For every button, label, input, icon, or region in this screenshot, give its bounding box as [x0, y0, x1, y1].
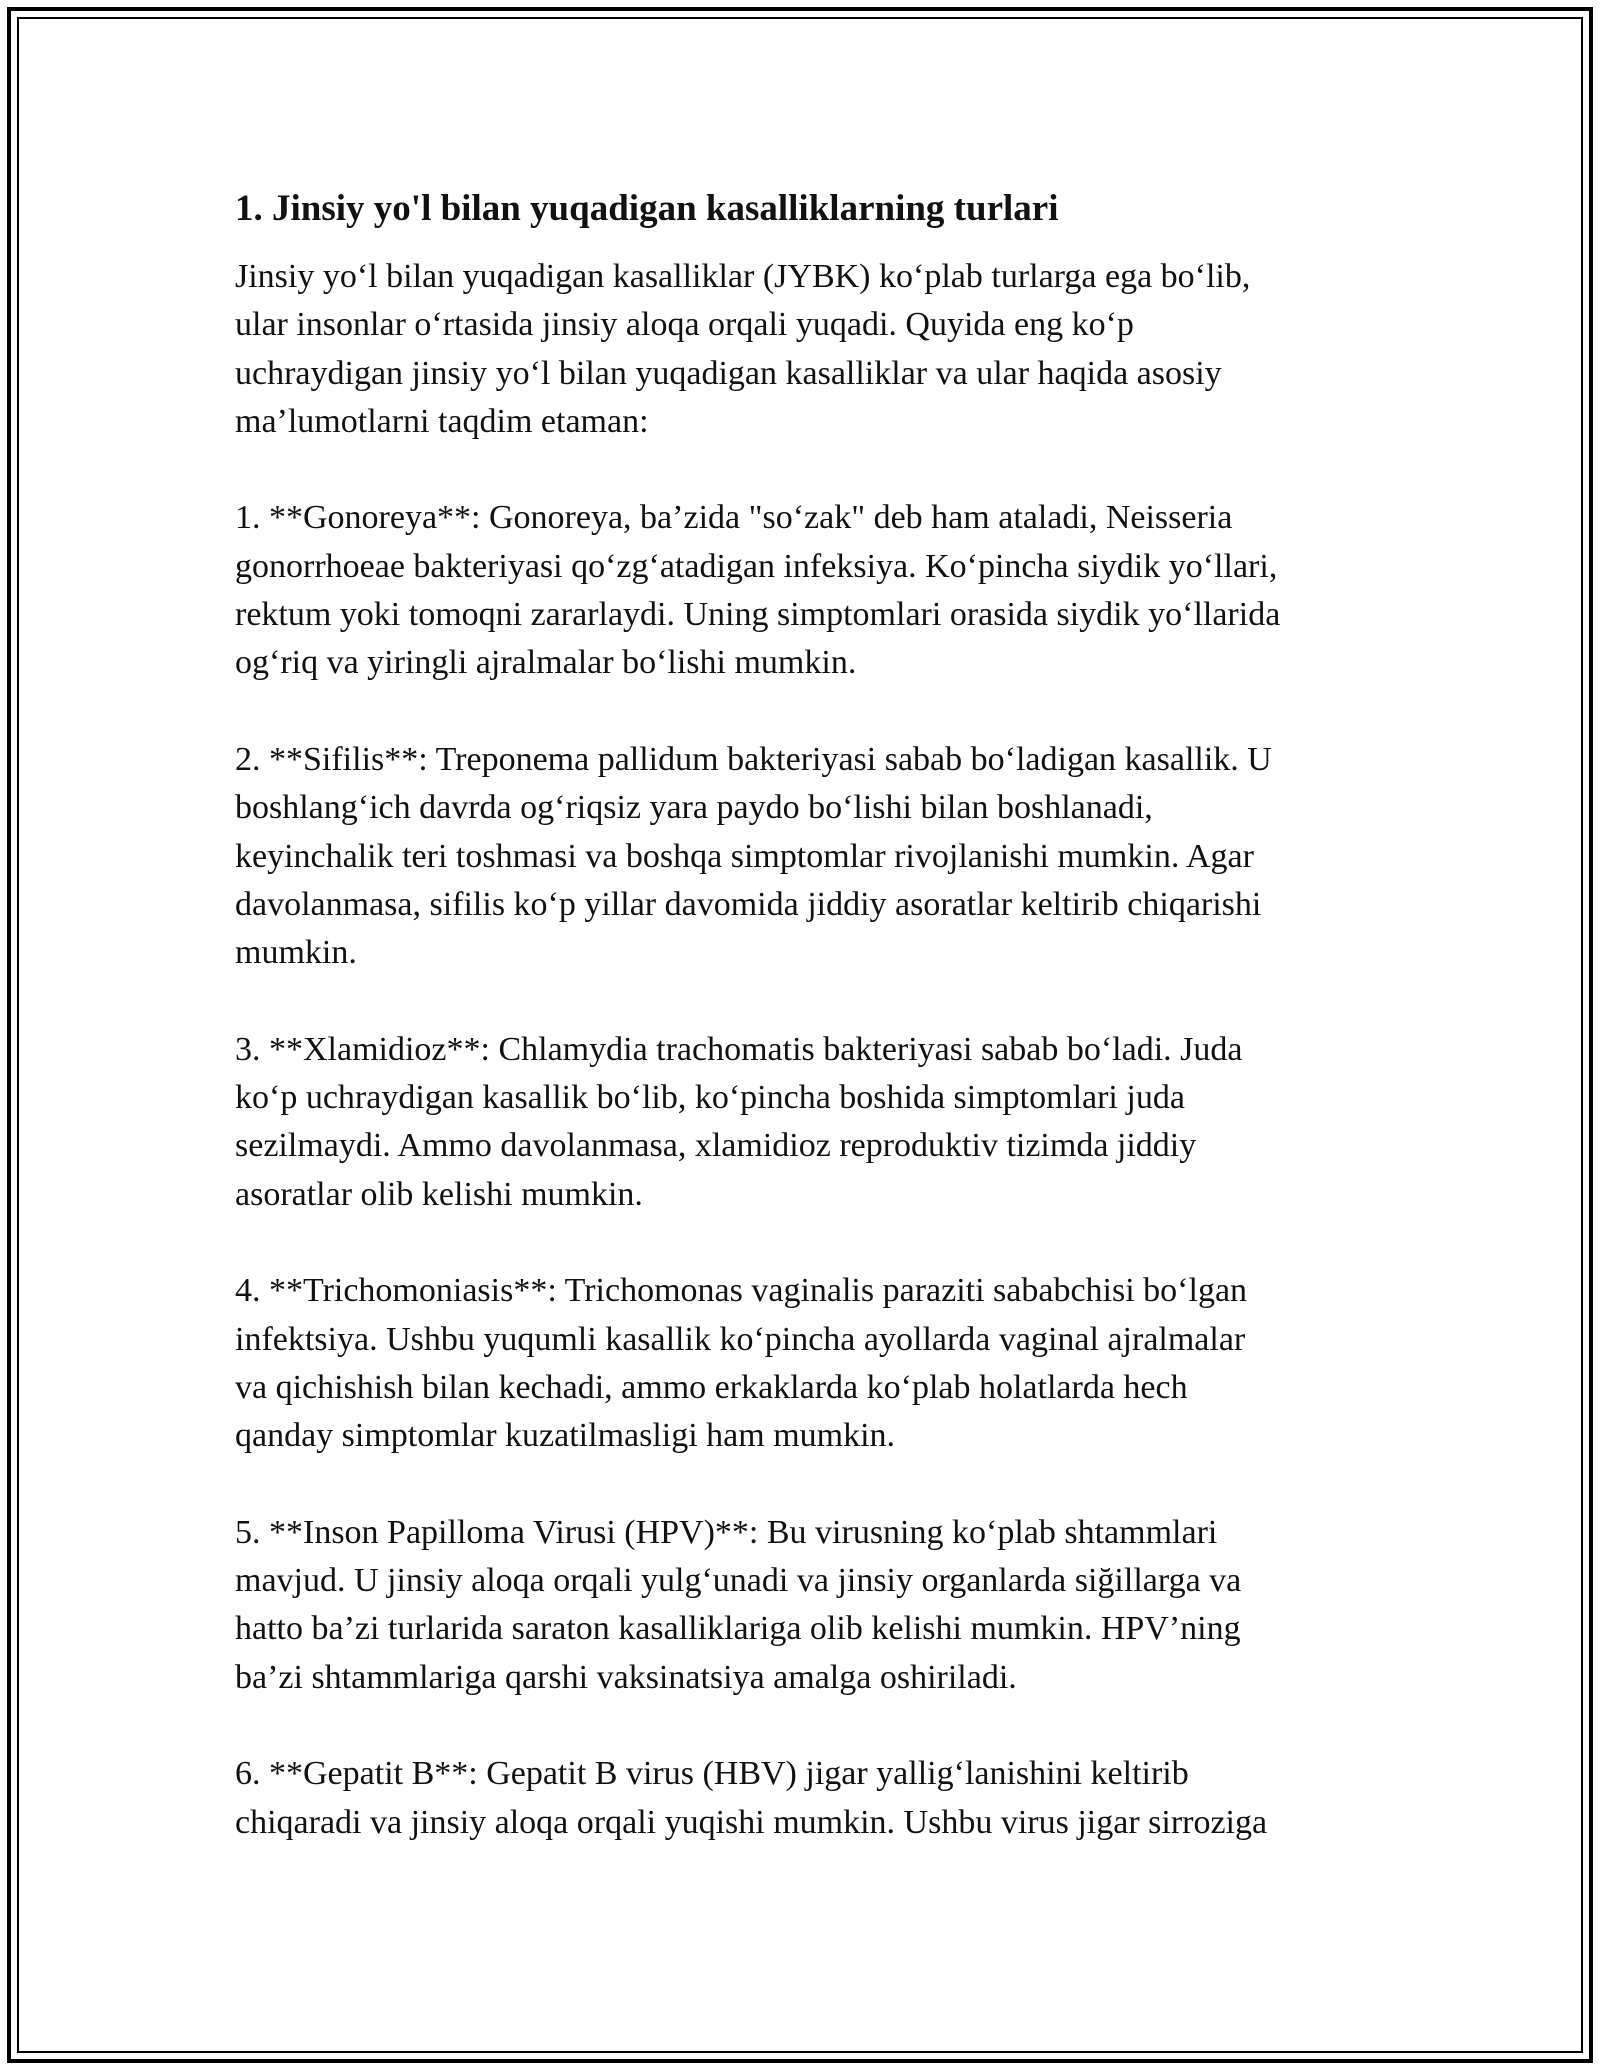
- sifilis-paragraph: [235, 736, 1385, 977]
- text-line: ma’lumotlarni taqdim etaman:: [235, 402, 649, 440]
- text-line: hatto ba’zi turlarida saraton kasalliklariga olib kelishi mumkin. HPV’ning: [235, 1610, 1241, 1648]
- text-line: ko‘p uchraydigan kasallik bo‘lib, ko‘pincha boshida simptomlari juda: [235, 1079, 1185, 1117]
- text-line: 3. **Xlamidioz**: Chlamydia trachomatis bakteriyasi sabab bo‘ladi. Juda: [235, 1030, 1243, 1068]
- text-line: uchraydigan jinsiy yo‘l bilan yuqadigan kasalliklar va ular haqida asosiy: [235, 354, 1222, 392]
- text-line: davolanmasa, sifilis ko‘p yillar davomida jiddiy asoratlar keltirib chiqarishi: [235, 885, 1262, 923]
- text-line: boshlang‘ich davrda og‘riqsiz yara paydo bo‘lishi bilan boshlanadi,: [235, 789, 1153, 827]
- text-line: Jinsiy yo‘l bilan yuqadigan kasalliklar (JYBK) ko‘plab turlarga ega bo‘lib,: [235, 258, 1251, 295]
- document-title: 1. Jinsiy yo'l bilan yuqadigan kasalliklarning turlari: [235, 188, 1059, 229]
- text-line: og‘riq va yiringli ajralmalar bo‘lishi mumkin.: [235, 644, 857, 682]
- text-line: mavjud. U jinsiy aloqa orqali yulg‘unadi va jinsiy organlarda siğillarga va: [235, 1562, 1242, 1600]
- text-line: ular insonlar o‘rtasida jinsiy aloqa orqali yuqadi. Quyida eng ko‘p: [235, 306, 1134, 344]
- trichomoniasis-paragraph: [235, 1267, 1385, 1460]
- xlamidioz-paragraph: [235, 1026, 1385, 1219]
- intro-paragraph: [235, 253, 1385, 446]
- text-line: qanday simptomlar kuzatilmasligi ham mumkin.: [235, 1417, 896, 1455]
- text-line: va qichishish bilan kechadi, ammo erkaklarda ko‘plab holatlarda hech: [235, 1368, 1188, 1406]
- text-line: gonorrhoeae bakteriyasi qo‘zg‘atadigan infeksiya. Ko‘pincha siydik yo‘llari,: [235, 547, 1278, 585]
- text-line: 2. **Sifilis**: Treponema pallidum bakteriyasi sabab bo‘ladigan kasallik. U: [235, 740, 1272, 778]
- document-body: [235, 185, 1385, 1895]
- text-line: infektsiya. Ushbu yuqumli kasallik ko‘pincha ayollarda vaginal ajralmalar: [235, 1320, 1246, 1358]
- text-line: asoratlar olib kelishi mumkin.: [235, 1175, 643, 1213]
- gonoreya-paragraph: [235, 494, 1385, 687]
- text-line: 6. **Gepatit B**: Gepatit B virus (HBV) jigar yallig‘lanishini keltirib: [235, 1755, 1189, 1793]
- text-line: ba’zi shtammlariga qarshi vaksinatsiya amalga oshiriladi.: [235, 1658, 1017, 1696]
- text-line: 1. **Gonoreya**: Gonoreya, ba’zida "so‘zak" deb ham ataladi, Neisseria: [235, 499, 1233, 537]
- text-line: mumkin.: [235, 934, 357, 972]
- text-line: sezilmaydi. Ammo davolanmasa, xlamidioz reproduktiv tizimda jiddiy: [235, 1127, 1197, 1165]
- text-line: 4. **Trichomoniasis**: Trichomonas vaginalis paraziti sababchisi bo‘lgan: [235, 1272, 1248, 1310]
- text-line: 5. **Inson Papilloma Virusi (HPV)**: Bu virusning ko‘plab shtammlari: [235, 1513, 1218, 1551]
- text-line: chiqaradi va jinsiy aloqa orqali yuqishi mumkin. Ushbu virus jigar sirroziga: [235, 1803, 1268, 1841]
- gepatit-b-paragraph: [235, 1750, 1385, 1847]
- hpv-paragraph: [235, 1509, 1385, 1702]
- text-line: keyinchalik teri toshmasi va boshqa simptomlar rivojlanishi mumkin. Agar: [235, 837, 1254, 875]
- text-line: rektum yoki tomoqni zararlaydi. Uning simptomlari orasida siydik yo‘llarida: [235, 596, 1281, 634]
